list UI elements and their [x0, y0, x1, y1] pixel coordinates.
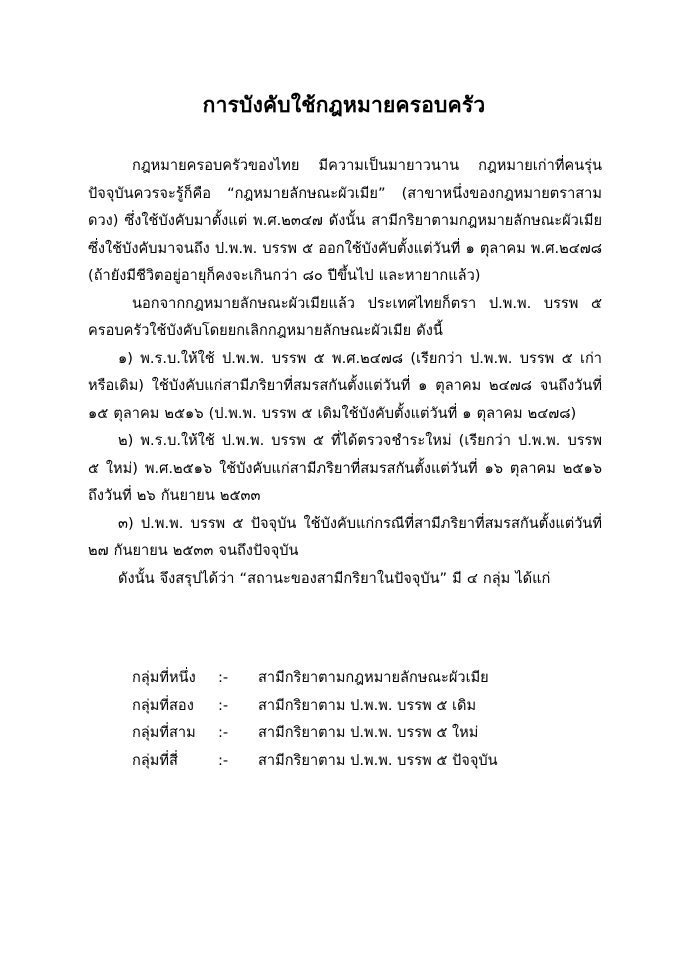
- group-list-item: [88, 747, 602, 775]
- paragraph-item-3: ๓) ป.พ.พ. บรรพ ๕ ปัจจุบัน ใช้บังคับแก่กรณีที่สามีภริยาที่สมรสกันตั้งแต่วันที่ ๒๗ กันยายน ๒๕๓๓ จนถึงปัจจุบัน: [88, 514, 602, 559]
- group-list-item: [88, 692, 602, 720]
- group-label: กลุ่มที่หนึ่ง: [132, 669, 196, 686]
- group-label: กลุ่มที่สี่: [132, 751, 178, 769]
- group-list: [88, 664, 602, 774]
- group-separator: :-: [218, 696, 229, 714]
- group-label: กลุ่มที่สอง: [132, 696, 194, 714]
- group-list-item: [88, 664, 602, 692]
- paragraph-item-1: ๑) พ.ร.บ.ให้ใช้ ป.พ.พ. บรรพ ๕ พ.ศ.๒๔๗๘ (เรียกว่า ป.พ.พ. บรรพ ๕ เก่าหรือเดิม) ใช้บังคับแก่สามีภริยาที่สมรสกันตั้งแต่วันที่ ๑ ตุลาคม ๒๔๗๘ จนถึงวันที่ ๑๕ ตุลาคม ๒๕๑๖ (ป.พ.พ. บรรพ ๕ เดิมใช้บังคับตั้งแต่วันที่ ๑ ตุลาคม ๒๔๗๘): [88, 349, 602, 422]
- group-value: สามีกริยาตาม ป.พ.พ. บรรพ ๕ เดิม: [258, 696, 477, 714]
- paragraph-conclusion: ดังนั้น จึงสรุปได้ว่า “สถานะของสามีกริยาในปัจจุบัน” มี ๔ กลุ่ม ได้แก่: [118, 569, 551, 587]
- group-separator: :-: [218, 724, 229, 741]
- group-separator: :-: [218, 669, 229, 686]
- paragraph-item-2: ๒) พ.ร.บ.ให้ใช้ ป.พ.พ. บรรพ ๕ ที่ได้ตรวจชำระใหม่ (เรียกว่า ป.พ.พ. บรรพ ๕ ใหม่) พ.ศ.๒๕๑๖ ใช้บังคับแก่สามีภริยาที่สมรสกันตั้งแต่วันที่ ๑๖ ตุลาคม ๒๕๑๖ ถึงวันที่ ๒๖ กันยายน ๒๕๓๓: [88, 432, 602, 504]
- paragraph-intro: กฎหมายครอบครัวของไทย มีความเป็นมายาวนาน กฎหมายเก่าที่คนรุ่นปัจจุบันควรจะรู้ก็คือ “กฎหมายลักษณะผัวเมีย” (สาขาหนึ่งของกฎหมายตราสามดวง) ซึ่งใช้บังคับมาตั้งแต่ พ.ศ.๒๓๔๗ ดังนั้น สามีกริยาตามกฎหมายลักษณะผัวเมีย ซึ่งใช้บังคับมาจนถึง ป.พ.พ. บรรพ ๕ ออกใช้บังคับตั้งแต่วันที่ ๑ ตุลาคม พ.ศ.๒๔๗๘ (ถ้ายังมีชีวิตอยู่อายุก็คงจะเกินกว่า ๘๐ ปีขึ้นไป และหายากแล้ว): [88, 157, 602, 284]
- group-value: สามีกริยาตาม ป.พ.พ. บรรพ ๕ ปัจจุบัน: [258, 751, 498, 769]
- document-body: [88, 152, 602, 592]
- group-label: กลุ่มที่สาม: [132, 724, 196, 741]
- page-title: การบังคับใช้กฎหมายครอบครัว: [202, 93, 486, 118]
- group-value: สามีกริยาตาม ป.พ.พ. บรรพ ๕ ใหม่: [258, 724, 479, 741]
- group-list-item: [88, 719, 602, 747]
- paragraph-besides: นอกจากกฎหมายลักษณะผัวเมียแล้ว ประเทศไทยก็ตรา ป.พ.พ. บรรพ ๕ ครอบครัวใช้บังคับโดยยกเลิกกฎหมายลักษณะผัวเมีย ดังนี้: [88, 294, 602, 339]
- group-separator: :-: [218, 751, 229, 769]
- group-value: สามีกริยาตามกฎหมายลักษณะผัวเมีย: [258, 669, 489, 686]
